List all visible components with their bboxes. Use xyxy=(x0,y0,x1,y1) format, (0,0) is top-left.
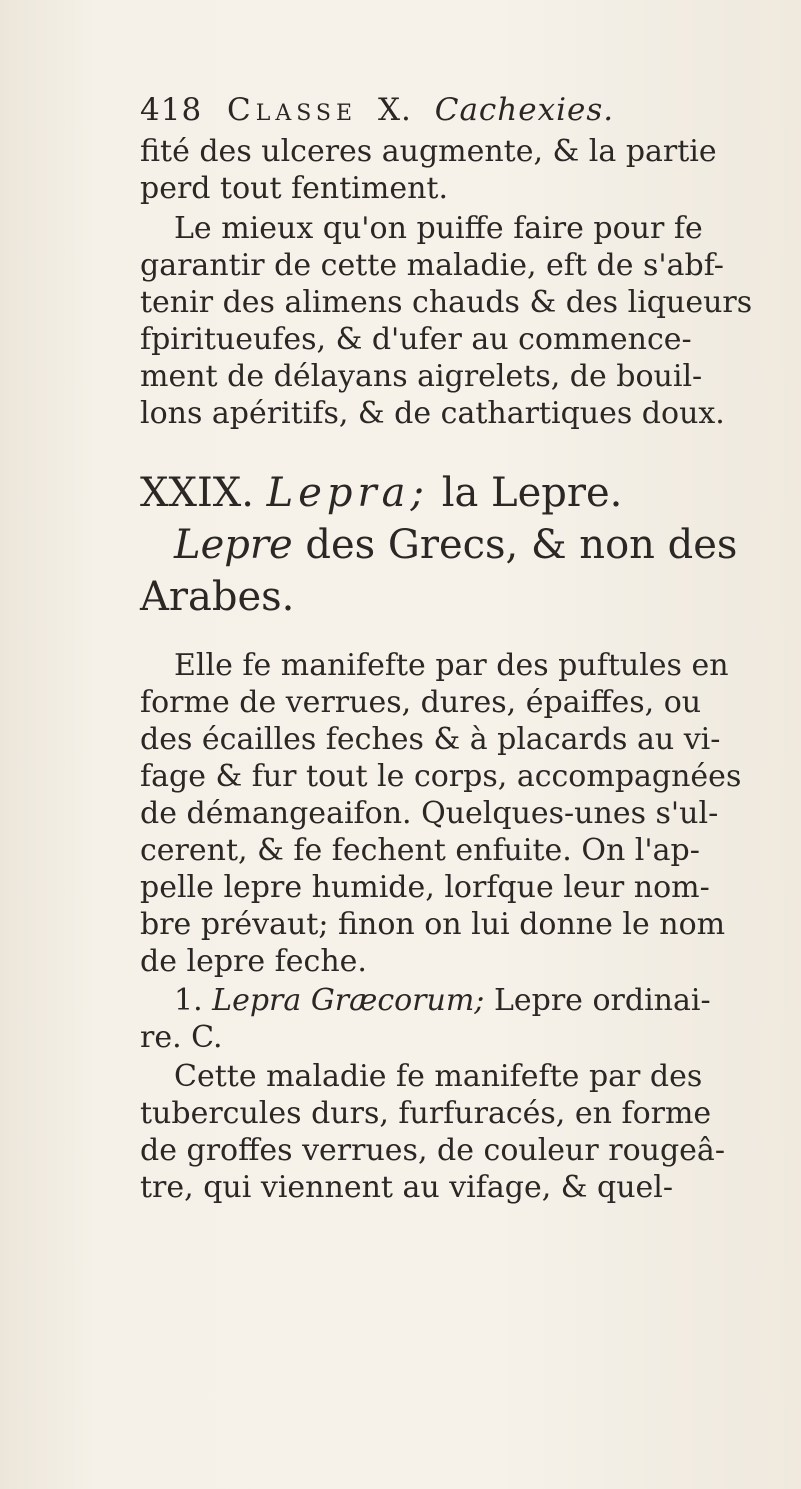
text-line: re. C. xyxy=(140,1020,223,1055)
species-number: 1. xyxy=(174,983,203,1018)
species-latin: Lepra Græcorum; xyxy=(212,983,485,1018)
text-line: tenir des alimens chauds & des liqueurs xyxy=(140,285,753,320)
article-heading-line2 xyxy=(174,522,737,568)
species-french: Lepre ordinai- xyxy=(493,983,711,1018)
text-line: ment de délayans aigrelets, de bouil- xyxy=(140,359,703,394)
heading-text: des Grecs, & non des xyxy=(305,522,738,568)
section-title: Cachexies. xyxy=(434,92,615,128)
species-entry xyxy=(174,983,711,1019)
text-line: bre prévaut; finon on lui donne le nom xyxy=(140,907,726,942)
lepre-italic: Lepre xyxy=(174,522,293,568)
article-heading-line3: Arabes. xyxy=(140,574,295,620)
text-line: lons apéritifs, & de cathartiques doux. xyxy=(140,396,725,431)
text-line: tubercules durs, furfuracés, en forme xyxy=(140,1096,712,1131)
text-line: de lepre feche. xyxy=(140,944,367,979)
article-number: XXIX. xyxy=(140,470,254,516)
page-number: 418 xyxy=(140,92,203,128)
text-line: tre, qui viennent au vifage, & quel- xyxy=(140,1170,674,1205)
text-line: pelle lepre humide, lorfque leur nom- xyxy=(140,870,710,905)
article-heading xyxy=(140,470,622,516)
text-line: forme de verrues, dures, épaiffes, ou xyxy=(140,685,702,720)
french-name: la Lepre. xyxy=(441,470,623,516)
classe-number: X. xyxy=(377,92,412,128)
text-line: cerent, & fe fechent enfuite. On l'ap- xyxy=(140,833,700,868)
text-line: Elle fe manifefte par des puftules en xyxy=(174,648,729,683)
text-line: fpiritueufes, & d'ufer au commence- xyxy=(140,322,692,357)
text-line: Cette maladie fe manifefte par des xyxy=(174,1059,703,1094)
text-line: de démangeaifon. Quelques-unes s'ul- xyxy=(140,796,719,831)
text-line: des écailles feches & à placards au vi- xyxy=(140,722,721,757)
classe-label: Classe xyxy=(227,92,358,128)
text-line: garantir de cette maladie, eft de s'abf- xyxy=(140,248,724,283)
text-line: perd tout fentiment. xyxy=(140,171,449,206)
latin-name: Lepra; xyxy=(266,470,429,516)
running-header xyxy=(140,92,614,128)
text-line: fage & fur tout le corps, accompagnées xyxy=(140,759,742,794)
text-line: de groffes verrues, de couleur rougeâ- xyxy=(140,1133,725,1168)
text-line: Le mieux qu'on puiffe faire pour fe xyxy=(174,211,703,246)
text-line: fité des ulceres augmente, & la partie xyxy=(140,134,717,169)
